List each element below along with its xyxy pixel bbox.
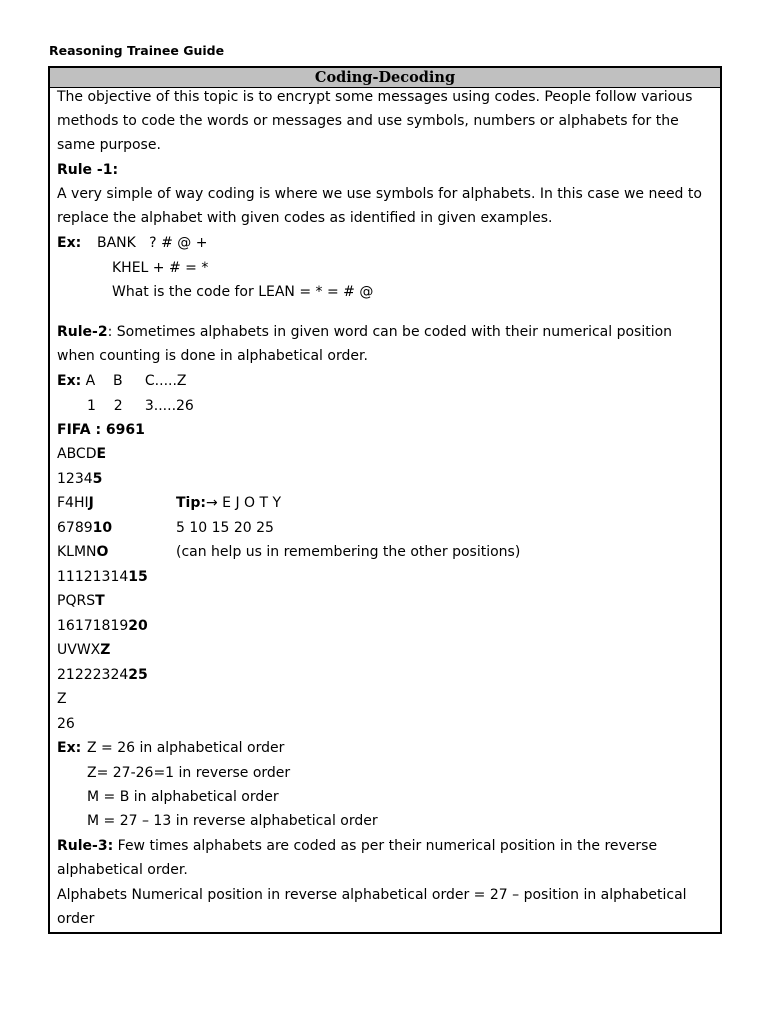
number-row	[57, 519, 112, 537]
rule3-formula: Alphabets Numerical position in reverse alphabetical order = 27 – position in alphabetical	[57, 887, 687, 903]
tip-note: (can help us in remembering the other positions)	[176, 544, 521, 560]
intro-line: The objective of this topic is to encrypt some messages using codes. People follow various	[57, 89, 693, 105]
tip-line	[176, 494, 281, 512]
number-row: 26	[57, 716, 75, 732]
rule2-intro	[57, 323, 672, 341]
rule3-intro	[57, 837, 657, 855]
alphabet-row: Z	[57, 691, 67, 707]
row-normal: KLMN	[57, 544, 97, 560]
document-header: Reasoning Trainee Guide	[49, 43, 225, 58]
tip-numbers: 5 10 15 20 25	[176, 520, 274, 536]
rule3-text: alphabetical order.	[57, 862, 188, 878]
intro-line: methods to code the words or messages and use symbols, numbers or alphabets for the	[57, 113, 679, 129]
rule2-ex-letters	[57, 372, 187, 390]
examples2-line: Z = 26 in alphabetical order	[87, 740, 285, 756]
rule3-formula: order	[57, 911, 95, 927]
alphabet-row	[57, 445, 106, 463]
rule2-heading: Rule-2	[57, 324, 108, 340]
rule1-ex-line: KHEL + # = *	[112, 260, 209, 276]
row-normal: 21222324	[57, 667, 129, 683]
row-normal: 11121314	[57, 569, 129, 585]
rule2-text: when counting is done in alphabetical order.	[57, 348, 368, 364]
row-bold: O	[96, 544, 109, 560]
row-normal: UVWX	[57, 642, 101, 658]
alphabet-row	[57, 543, 108, 561]
examples2-line: M = 27 – 13 in reverse alphabetical order	[87, 813, 378, 829]
row-bold: T	[95, 593, 105, 609]
tip-label: Tip:	[176, 495, 206, 511]
number-row	[57, 470, 102, 488]
rule3-text: Few times alphabets are coded as per their numerical position in the reverse	[113, 838, 658, 854]
rule2-text: : Sometimes alphabets in given word can be coded with their numerical position	[107, 324, 673, 340]
fifa-example: FIFA : 6961	[57, 422, 145, 438]
rule1-ex-line: BANK ? # @ +	[97, 235, 208, 251]
tip-text: → E J O T Y	[205, 495, 282, 511]
row-normal: F4HI	[57, 495, 89, 511]
row-bold: 15	[128, 569, 148, 585]
alphabet-row	[57, 641, 110, 659]
number-row	[57, 617, 148, 635]
rule3-heading: Rule-3:	[57, 838, 114, 854]
row-normal: 6789	[57, 520, 93, 536]
rule1-text: replace the alphabet with given codes as identified in given examples.	[57, 210, 553, 226]
number-row	[57, 568, 148, 586]
row-bold: E	[96, 446, 107, 462]
rule2-ex-letters-text: A B C.....Z	[85, 373, 187, 389]
row-bold: 5	[92, 471, 103, 487]
row-bold: 25	[128, 667, 148, 683]
row-bold: J	[88, 495, 94, 511]
row-normal: ABCD	[57, 446, 97, 462]
examples2-line: M = B in alphabetical order	[87, 789, 279, 805]
row-bold: 20	[128, 618, 148, 634]
alphabet-row	[57, 592, 105, 610]
rule2-ex-label: Ex:	[57, 373, 82, 389]
section-title: Coding-Decoding	[50, 68, 720, 88]
rule1-ex-label: Ex:	[57, 235, 82, 251]
number-row	[57, 666, 148, 684]
row-normal: PQRS	[57, 593, 96, 609]
row-bold: Z	[100, 642, 111, 658]
rule1-heading: Rule -1:	[57, 162, 119, 178]
rule1-text: A very simple of way coding is where we use symbols for alphabets. In this case we need to	[57, 186, 702, 202]
rule2-ex-numbers: 1 2 3.....26	[87, 398, 194, 414]
row-bold: 10	[92, 520, 113, 536]
intro-line: same purpose.	[57, 137, 161, 153]
rule1-ex-line: What is the code for LEAN = * = # @	[112, 284, 374, 300]
alphabet-row	[57, 494, 94, 512]
row-normal: 1234	[57, 471, 93, 487]
examples2-label: Ex:	[57, 740, 82, 756]
examples2-line: Z= 27-26=1 in reverse order	[87, 765, 291, 781]
content-box	[48, 66, 722, 934]
row-normal: 16171819	[57, 618, 129, 634]
